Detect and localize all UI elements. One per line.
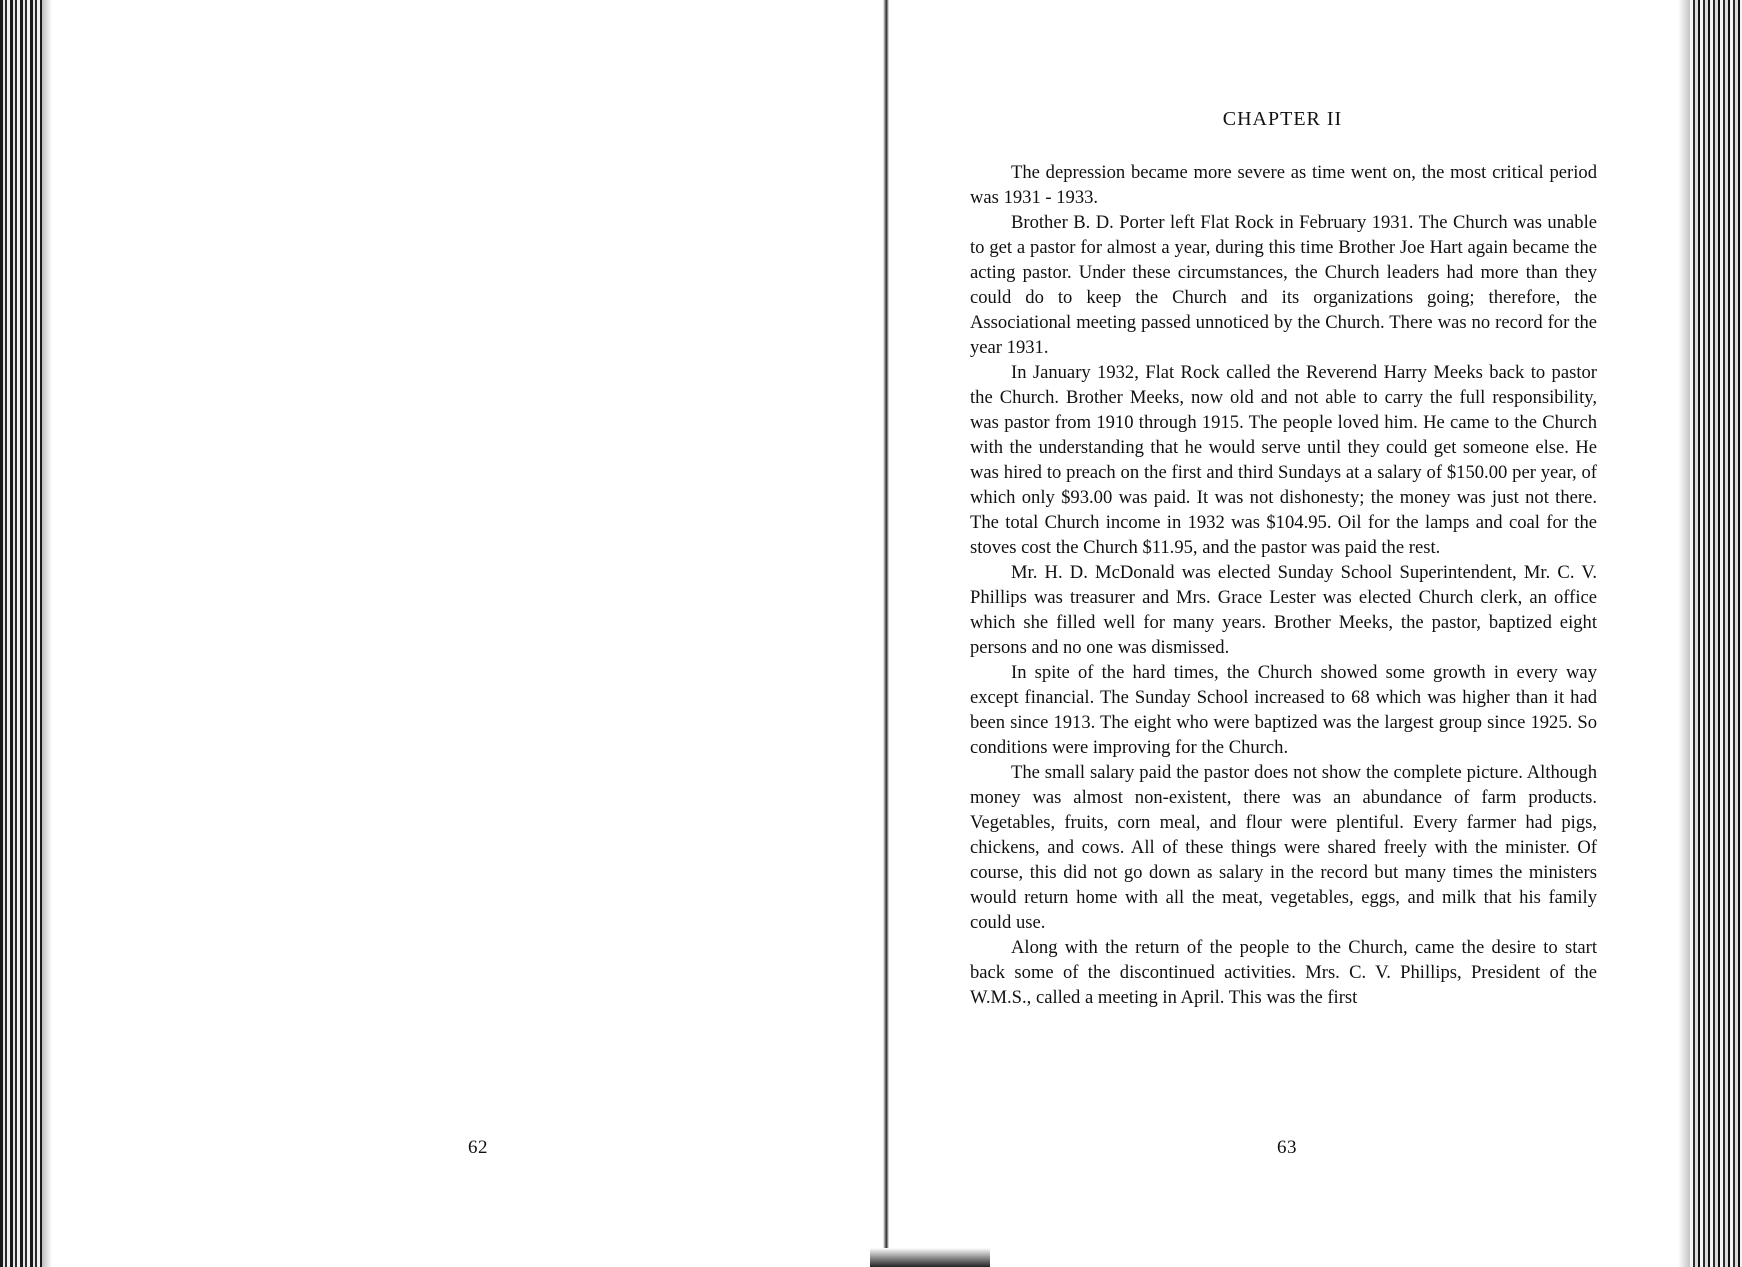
left-page-edge [0, 0, 42, 1267]
left-page-number: 62 [468, 1137, 488, 1158]
book-gutter [883, 0, 889, 1267]
chapter-title: CHAPTER II [1222, 108, 1343, 130]
chapter-body [970, 160, 1597, 1010]
right-page-number: 63 [1277, 1137, 1297, 1158]
paragraph: The depression became more severe as time went on, the most critical period was 1931 - 1933. [970, 162, 1597, 208]
paragraph: Brother B. D. Porter left Flat Rock in February 1931. The Church was unable to get a pastor for almost a year, during this time Brother Joe Hart again became the acting pastor. Under these circumstances, the Church leaders had more than they could do to keep the Church and its organizations going; therefore, the Associational meeting passed unnoticed by the Church. There was no record for the year 1931. [970, 212, 1597, 358]
right-page-edge [1690, 0, 1742, 1267]
paragraph: The small salary paid the pastor does not show the complete picture. Although money was almost non-existent, there was an abundance of farm products. Vegetables, fruits, corn meal, and flour were plentiful. Every farmer had pigs, chickens, and cows. All of these things were shared freely with the minister. Of course, this did not go down as salary in the record but many times the ministers would return home with all the meat, vegetables, eggs, and milk that his family could use. [970, 762, 1597, 933]
paragraph: In January 1932, Flat Rock called the Reverend Harry Meeks back to pastor the Church. Brother Meeks, now old and not able to carry the full responsibility, was pastor from 1910 through 1915. The people loved him. He came to the Church with the understanding that he would serve until they could get someone else. He was hired to preach on the first and third Sundays at a salary of $150.00 per year, of which only $93.00 was paid. It was not dishonesty; the money was just not there. The total Church income in 1932 was $104.95. Oil for the lamps and coal for the stoves cost the Church $11.95, and the pastor was paid the rest. [970, 362, 1597, 558]
left-page-shadow [42, 0, 52, 1267]
paragraph: Mr. H. D. McDonald was elected Sunday School Superintendent, Mr. C. V. Phillips was treasurer and Mrs. Grace Lester was elected Church clerk, an office which she filled well for many years. Brother Meeks, the pastor, baptized eight persons and no one was dismissed. [970, 562, 1597, 658]
right-page-shadow [1678, 0, 1690, 1267]
paragraph: Along with the return of the people to the Church, came the desire to start back some of the discontinued activities. Mrs. C. V. Phillips, President of the W.M.S., called a meeting in April. This was the first [970, 937, 1597, 1008]
paragraph: In spite of the hard times, the Church showed some growth in every way except financial. The Sunday School increased to 68 which was higher than it had been since 1913. The eight who were baptized was the largest group since 1925. So conditions were improving for the Church. [970, 662, 1597, 758]
gutter-shadow [870, 1248, 990, 1267]
